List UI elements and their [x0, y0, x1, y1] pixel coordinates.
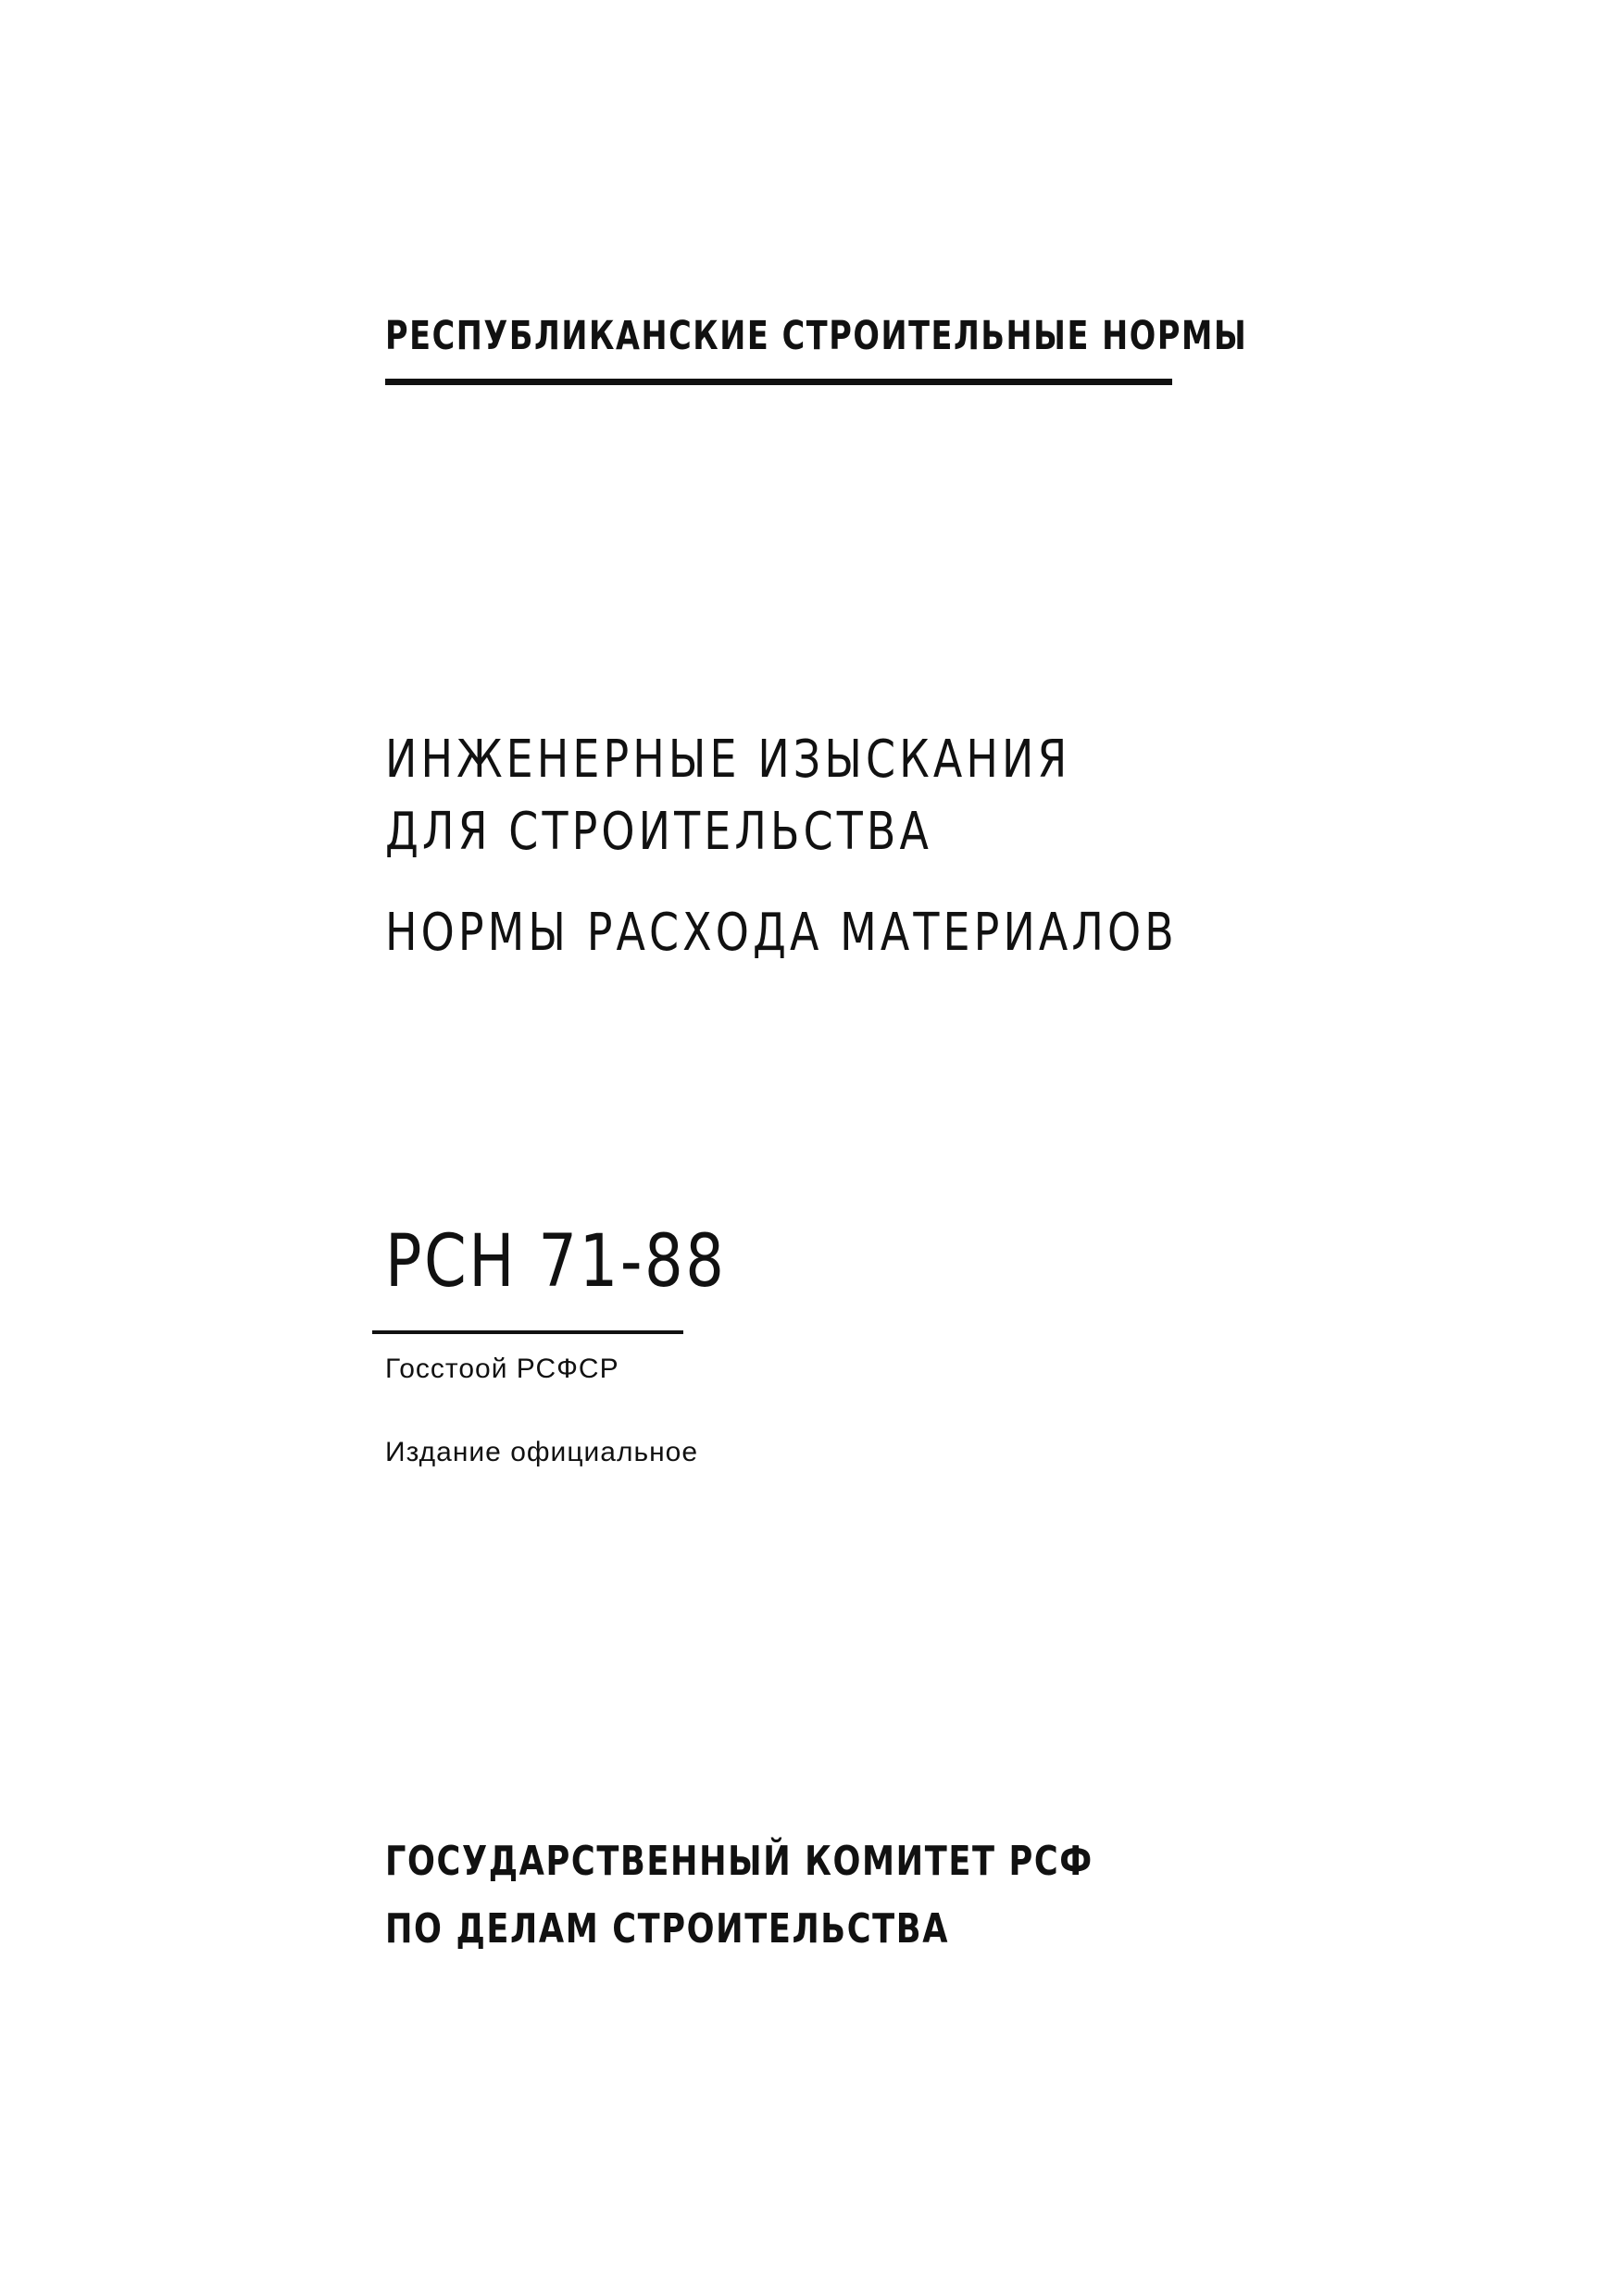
issuing-body: Госстоой РСФСР [385, 1354, 619, 1384]
edition-note: Издание официальное [385, 1437, 699, 1467]
document-code-rule [372, 1330, 683, 1334]
document-title-line-1: ИНЖЕНЕРНЫЕ ИЗЫСКАНИЯ [385, 730, 1071, 790]
publisher-line-2: ПО ДЕЛАМ СТРОИТЕЛЬСТВА [385, 1905, 950, 1953]
series-heading: РЕСПУБЛИКАНСКИЕ СТРОИТЕЛЬНЫЕ НОРМЫ [385, 313, 1248, 359]
document-subtitle: НОРМЫ РАСХОДА МАТЕРИАЛОВ [385, 903, 1178, 963]
series-heading-rule [385, 379, 1172, 385]
publisher-line-1: ГОСУДАРСТВЕННЫЙ КОМИТЕТ РСФ [385, 1838, 1093, 1885]
document-title-line-2: ДЛЯ СТРОИТЕЛЬСТВА [385, 802, 933, 862]
document-code: РСН 71-88 [385, 1220, 727, 1304]
